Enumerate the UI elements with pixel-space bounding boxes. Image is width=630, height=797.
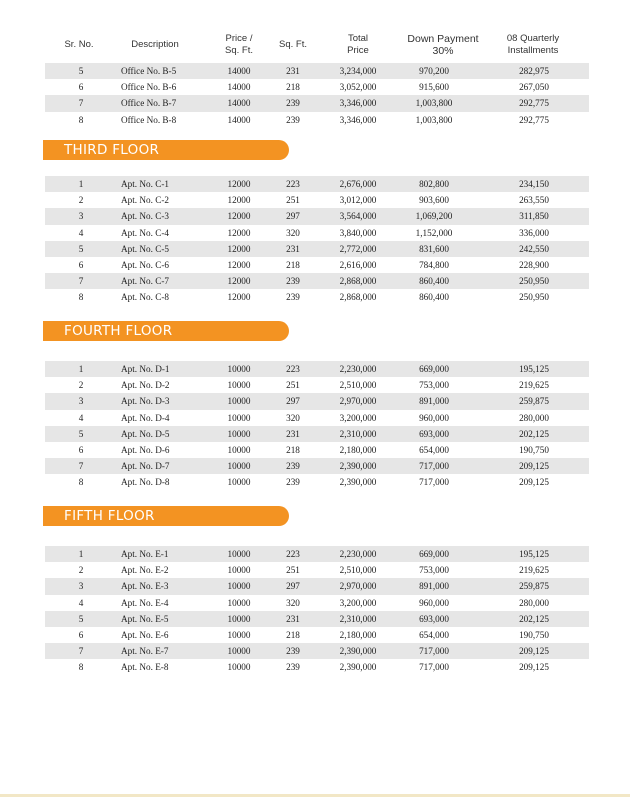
cell-down-payment: 669,000: [419, 549, 449, 559]
cell-total-price: 3,200,000: [339, 412, 377, 423]
cell-installment: 336,000: [519, 227, 549, 238]
cell-price-per-sqft: 12000: [227, 179, 251, 189]
cell-description: Office No. B-5: [121, 66, 177, 76]
cell-description: Apt. No. C-1: [121, 179, 169, 189]
cell-sr-no: 5: [78, 428, 84, 439]
cell-sq-ft: 320: [286, 412, 300, 423]
cell-price-per-sqft: 10000: [227, 549, 251, 559]
table-row: [45, 208, 589, 224]
cell-price-per-sqft: 10000: [227, 412, 251, 423]
cell-price-per-sqft: 10000: [227, 380, 251, 391]
table-row: [45, 442, 589, 458]
floor-table: [45, 546, 589, 676]
cell-installment: 263,550: [519, 195, 549, 206]
cell-down-payment: 891,000: [419, 581, 449, 592]
cell-sr-no: 6: [78, 444, 84, 455]
header-inst-line1: 08 Quarterly: [506, 33, 560, 44]
cell-price-per-sqft: 10000: [227, 444, 251, 455]
cell-description: Apt. No. D-8: [121, 477, 170, 488]
cell-price-per-sqft: 10000: [227, 396, 251, 407]
cell-sr-no: 3: [78, 581, 84, 592]
cell-price-per-sqft: 12000: [227, 292, 251, 303]
cell-sq-ft: 223: [286, 179, 300, 189]
cell-description: Apt. No. C-8: [121, 292, 169, 303]
cell-price-per-sqft: 14000: [227, 98, 251, 109]
cell-sr-no: 2: [78, 380, 84, 391]
cell-sr-no: 6: [78, 259, 84, 270]
cell-price-per-sqft: 14000: [227, 66, 251, 76]
cell-total-price: 2,868,000: [339, 276, 377, 287]
cell-down-payment: 970,200: [419, 66, 449, 76]
floor-banner: FOURTH FLOOR: [43, 321, 289, 341]
cell-down-payment: 669,000: [419, 364, 449, 374]
cell-description: Apt. No. D-7: [121, 461, 170, 472]
cell-sr-no: 2: [78, 195, 84, 206]
cell-sq-ft: 297: [286, 581, 300, 592]
floor-table: [45, 176, 589, 306]
table-row: [45, 273, 589, 289]
cell-down-payment: 903,600: [419, 195, 449, 206]
cell-installment: 292,775: [519, 114, 549, 125]
table-row: [45, 393, 589, 409]
cell-installment: 209,125: [519, 461, 549, 472]
cell-description: Apt. No. C-5: [121, 243, 169, 254]
cell-total-price: 2,230,000: [339, 549, 377, 559]
cell-total-price: 2,616,000: [339, 259, 377, 270]
cell-installment: 219,625: [519, 565, 549, 576]
cell-down-payment: 654,000: [419, 629, 449, 640]
cell-down-payment: 802,800: [419, 179, 449, 189]
cell-down-payment: 1,152,000: [415, 227, 453, 238]
cell-sr-no: 2: [78, 565, 84, 576]
floor-table: [45, 361, 589, 491]
cell-price-per-sqft: 10000: [227, 364, 251, 374]
cell-total-price: 2,180,000: [339, 444, 377, 455]
cell-total-price: 2,868,000: [339, 292, 377, 303]
floor-table: [45, 63, 589, 128]
cell-price-per-sqft: 12000: [227, 211, 251, 222]
cell-description: Apt. No. E-5: [121, 613, 169, 624]
cell-sq-ft: 320: [286, 597, 300, 608]
cell-price-per-sqft: 10000: [227, 597, 251, 608]
cell-sq-ft: 297: [286, 396, 300, 407]
cell-sr-no: 8: [78, 477, 84, 488]
cell-sq-ft: 320: [286, 227, 300, 238]
floor-banner: FIFTH FLOOR: [43, 506, 289, 526]
cell-down-payment: 915,600: [419, 82, 449, 93]
table-row: [45, 627, 589, 643]
cell-total-price: 3,200,000: [339, 597, 377, 608]
cell-down-payment: 860,400: [419, 292, 449, 303]
cell-description: Apt. No. C-3: [121, 211, 169, 222]
header-installments: [489, 30, 577, 60]
cell-description: Apt. No. D-4: [121, 412, 170, 423]
cell-total-price: 2,970,000: [339, 581, 377, 592]
cell-total-price: 2,390,000: [339, 646, 377, 657]
cell-installment: 259,875: [519, 581, 549, 592]
cell-sr-no: 7: [78, 98, 84, 109]
cell-description: Apt. No. E-2: [121, 565, 169, 576]
table-row: [45, 95, 589, 111]
cell-installment: 292,775: [519, 98, 549, 109]
cell-sq-ft: 239: [286, 292, 300, 303]
cell-description: Apt. No. E-6: [121, 629, 169, 640]
cell-sq-ft: 231: [286, 428, 300, 439]
cell-sr-no: 8: [78, 662, 84, 673]
cell-price-per-sqft: 12000: [227, 227, 251, 238]
cell-sq-ft: 239: [286, 477, 300, 488]
cell-total-price: 2,180,000: [339, 629, 377, 640]
cell-down-payment: 891,000: [419, 396, 449, 407]
cell-sr-no: 8: [78, 292, 84, 303]
cell-total-price: 2,970,000: [339, 396, 377, 407]
cell-total-price: 3,346,000: [339, 98, 377, 109]
cell-price-per-sqft: 10000: [227, 565, 251, 576]
cell-sr-no: 5: [78, 243, 84, 254]
cell-total-price: 3,346,000: [339, 114, 377, 125]
cell-sq-ft: 239: [286, 276, 300, 287]
cell-sr-no: 7: [78, 461, 84, 472]
cell-installment: 250,950: [519, 276, 549, 287]
header-price-line1: Price /: [225, 33, 253, 44]
cell-sq-ft: 218: [286, 444, 300, 455]
header-description-label: Description: [131, 39, 179, 50]
cell-sr-no: 1: [78, 179, 84, 189]
cell-sr-no: 6: [78, 629, 84, 640]
cell-down-payment: 960,000: [419, 412, 449, 423]
cell-down-payment: 784,800: [419, 259, 449, 270]
cell-sq-ft: 231: [286, 613, 300, 624]
table-row: [45, 192, 589, 208]
cell-down-payment: 831,600: [419, 243, 449, 254]
cell-sq-ft: 231: [286, 243, 300, 254]
cell-installment: 209,125: [519, 646, 549, 657]
cell-installment: 280,000: [519, 597, 549, 608]
cell-installment: 280,000: [519, 412, 549, 423]
header-sq-ft-label: Sq. Ft.: [279, 39, 307, 50]
header-sq-ft: [267, 30, 319, 60]
cell-installment: 242,550: [519, 243, 549, 254]
table-header: [45, 30, 589, 60]
cell-description: Apt. No. C-6: [121, 259, 169, 270]
floor-banner: THIRD FLOOR: [43, 140, 289, 160]
table-row: [45, 225, 589, 241]
cell-description: Office No. B-6: [121, 82, 177, 93]
header-total-line2: Price: [347, 45, 369, 56]
cell-down-payment: 860,400: [419, 276, 449, 287]
cell-installment: 195,125: [519, 549, 549, 559]
cell-sq-ft: 251: [286, 195, 300, 206]
cell-installment: 259,875: [519, 396, 549, 407]
cell-sr-no: 5: [78, 66, 84, 76]
cell-sr-no: 4: [78, 412, 84, 423]
cell-sq-ft: 251: [286, 380, 300, 391]
cell-total-price: 3,564,000: [339, 211, 377, 222]
cell-description: Apt. No. D-1: [121, 364, 170, 374]
cell-description: Office No. B-8: [121, 114, 177, 125]
cell-installment: 209,125: [519, 662, 549, 673]
cell-down-payment: 693,000: [419, 428, 449, 439]
cell-total-price: 2,390,000: [339, 477, 377, 488]
cell-description: Apt. No. E-8: [121, 662, 169, 673]
cell-sq-ft: 239: [286, 114, 300, 125]
cell-installment: 267,050: [519, 82, 549, 93]
header-down-line2: 30%: [432, 45, 454, 57]
table-row: [45, 426, 589, 442]
cell-installment: 250,950: [519, 292, 549, 303]
cell-price-per-sqft: 10000: [227, 629, 251, 640]
cell-down-payment: 753,000: [419, 380, 449, 391]
header-price-line2: Sq. Ft.: [225, 45, 253, 56]
table-row: [45, 63, 589, 79]
header-description: [113, 30, 197, 60]
cell-down-payment: 717,000: [419, 646, 449, 657]
cell-sr-no: 7: [78, 646, 84, 657]
table-row: [45, 257, 589, 273]
cell-description: Apt. No. E-7: [121, 646, 169, 657]
cell-price-per-sqft: 10000: [227, 581, 251, 592]
cell-down-payment: 1,003,800: [415, 98, 453, 109]
cell-total-price: 3,012,000: [339, 195, 377, 206]
cell-sr-no: 1: [78, 549, 84, 559]
table-row: [45, 643, 589, 659]
cell-price-per-sqft: 10000: [227, 613, 251, 624]
table-row: [45, 458, 589, 474]
cell-description: Apt. No. C-7: [121, 276, 169, 287]
cell-price-per-sqft: 14000: [227, 82, 251, 93]
cell-down-payment: 693,000: [419, 613, 449, 624]
cell-sr-no: 5: [78, 613, 84, 624]
cell-price-per-sqft: 12000: [227, 195, 251, 206]
cell-description: Apt. No. C-4: [121, 227, 169, 238]
cell-installment: 202,125: [519, 428, 549, 439]
cell-price-per-sqft: 12000: [227, 259, 251, 270]
header-sr-no-label: Sr. No.: [64, 39, 94, 50]
cell-sq-ft: 218: [286, 259, 300, 270]
cell-installment: 219,625: [519, 380, 549, 391]
table-row: [45, 241, 589, 257]
cell-description: Apt. No. D-6: [121, 444, 170, 455]
cell-total-price: 3,840,000: [339, 227, 377, 238]
cell-total-price: 2,230,000: [339, 364, 377, 374]
cell-total-price: 2,772,000: [339, 243, 377, 254]
cell-description: Apt. No. D-3: [121, 396, 170, 407]
cell-sr-no: 6: [78, 82, 84, 93]
cell-installment: 209,125: [519, 477, 549, 488]
cell-price-per-sqft: 10000: [227, 428, 251, 439]
header-down-payment: [397, 30, 489, 60]
cell-down-payment: 1,003,800: [415, 114, 453, 125]
cell-sq-ft: 218: [286, 629, 300, 640]
table-row: [45, 659, 589, 675]
table-row: [45, 410, 589, 426]
cell-sr-no: 3: [78, 211, 84, 222]
cell-sq-ft: 251: [286, 565, 300, 576]
cell-down-payment: 1,069,200: [415, 211, 453, 222]
header-price-per-sqft: [205, 30, 273, 60]
cell-sq-ft: 239: [286, 662, 300, 673]
cell-sr-no: 3: [78, 396, 84, 407]
table-row: [45, 562, 589, 578]
cell-down-payment: 753,000: [419, 565, 449, 576]
cell-installment: 282,975: [519, 66, 549, 76]
cell-installment: 228,900: [519, 259, 549, 270]
cell-installment: 234,150: [519, 179, 549, 189]
cell-description: Apt. No. C-2: [121, 195, 169, 206]
cell-total-price: 2,310,000: [339, 428, 377, 439]
cell-total-price: 2,390,000: [339, 662, 377, 673]
header-down-line1: Down Payment: [407, 33, 479, 45]
table-row: [45, 595, 589, 611]
header-inst-line2: Installments: [507, 45, 559, 56]
header-total-line1: Total: [347, 33, 369, 44]
header-total-price: [325, 30, 391, 60]
table-row: [45, 611, 589, 627]
table-row: [45, 474, 589, 490]
cell-total-price: 3,052,000: [339, 82, 377, 93]
cell-sr-no: 8: [78, 114, 84, 125]
cell-sq-ft: 239: [286, 98, 300, 109]
cell-installment: 190,750: [519, 629, 549, 640]
cell-total-price: 2,510,000: [339, 565, 377, 576]
cell-total-price: 2,510,000: [339, 380, 377, 391]
table-row: [45, 176, 589, 192]
cell-description: Apt. No. E-4: [121, 597, 169, 608]
cell-price-per-sqft: 10000: [227, 662, 251, 673]
cell-price-per-sqft: 14000: [227, 114, 251, 125]
cell-down-payment: 717,000: [419, 461, 449, 472]
cell-down-payment: 960,000: [419, 597, 449, 608]
cell-description: Office No. B-7: [121, 98, 177, 109]
cell-sq-ft: 297: [286, 211, 300, 222]
cell-sr-no: 1: [78, 364, 84, 374]
cell-down-payment: 717,000: [419, 477, 449, 488]
cell-description: Apt. No. D-2: [121, 380, 170, 391]
cell-down-payment: 717,000: [419, 662, 449, 673]
cell-description: Apt. No. D-5: [121, 428, 170, 439]
cell-description: Apt. No. E-3: [121, 581, 169, 592]
cell-total-price: 2,310,000: [339, 613, 377, 624]
cell-total-price: 3,234,000: [339, 66, 377, 76]
table-row: [45, 79, 589, 95]
cell-price-per-sqft: 10000: [227, 461, 251, 472]
cell-price-per-sqft: 10000: [227, 477, 251, 488]
table-row: [45, 361, 589, 377]
cell-price-per-sqft: 12000: [227, 243, 251, 254]
cell-price-per-sqft: 10000: [227, 646, 251, 657]
cell-sq-ft: 218: [286, 82, 300, 93]
cell-sq-ft: 239: [286, 461, 300, 472]
cell-installment: 190,750: [519, 444, 549, 455]
table-row: [45, 377, 589, 393]
cell-sq-ft: 223: [286, 549, 300, 559]
cell-sr-no: 4: [78, 597, 84, 608]
table-row: [45, 546, 589, 562]
cell-installment: 195,125: [519, 364, 549, 374]
header-sr-no: [45, 30, 113, 60]
cell-price-per-sqft: 12000: [227, 276, 251, 287]
table-row: [45, 289, 589, 305]
table-row: [45, 112, 589, 128]
cell-installment: 311,850: [519, 211, 549, 222]
cell-down-payment: 654,000: [419, 444, 449, 455]
cell-sq-ft: 239: [286, 646, 300, 657]
cell-sq-ft: 231: [286, 66, 300, 76]
cell-description: Apt. No. E-1: [121, 549, 169, 559]
cell-sr-no: 4: [78, 227, 84, 238]
cell-total-price: 2,390,000: [339, 461, 377, 472]
cell-sr-no: 7: [78, 276, 84, 287]
cell-sq-ft: 223: [286, 364, 300, 374]
table-row: [45, 578, 589, 594]
cell-installment: 202,125: [519, 613, 549, 624]
cell-total-price: 2,676,000: [339, 179, 377, 189]
